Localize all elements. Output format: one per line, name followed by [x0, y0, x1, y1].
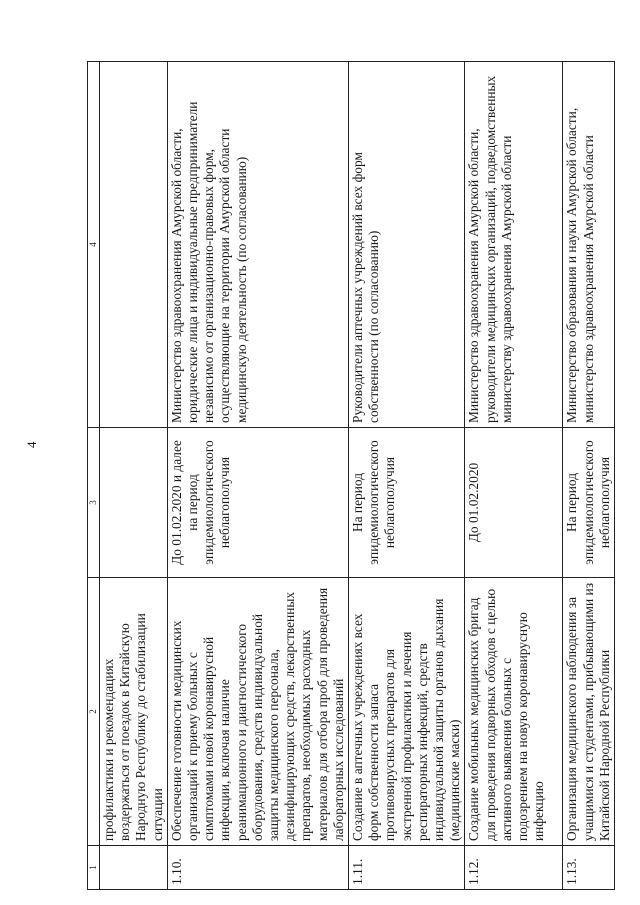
page-number: 4	[24, 441, 39, 448]
responsible-cell: Руководители аптечных учреждений всех форм собственности (по согласованию)	[349, 62, 465, 428]
measure-cell: Организация медицинского наблюдения за учащимися и студентами, прибывающими из Китайской Народной Республики	[563, 578, 615, 846]
row-number: 1.10.	[167, 846, 348, 890]
term-cell: На период эпидемиологического неблагополучия	[349, 428, 465, 578]
term-cell	[100, 428, 168, 578]
term-cell: На период эпидемиологического неблагополучия	[563, 428, 615, 578]
responsible-cell	[100, 62, 168, 428]
responsible-cell: Министерство здравоохранения Амурской области, руководители медицинских организаций, подведомственных министерству здравоохранения Амурской области	[465, 62, 563, 428]
table-row	[100, 62, 168, 890]
table-row	[465, 62, 563, 890]
table-row	[167, 62, 348, 890]
row-number	[100, 846, 168, 890]
header-cell: 2	[88, 578, 100, 846]
row-number: 1.13.	[563, 846, 615, 890]
responsible-cell: Министерство здравоохранения Амурской области, юридические лица и индивидуальные предприниматели независимо от организационно-правовых форм, осуществляющие на территории Амурской области медицинскую деятельность (по согласованию)	[167, 62, 348, 428]
responsible-cell: Министерство образования и науки Амурской области, министерство здравоохранения Амурской области	[563, 62, 615, 428]
table-header-row	[88, 62, 100, 890]
header-cell: 1	[88, 846, 100, 890]
measures-table	[87, 61, 615, 890]
table-row	[349, 62, 465, 890]
term-cell: До 01.02.2020	[465, 428, 563, 578]
measure-cell: Обеспечение готовности медицинских организаций к приему больных с симптомами новой коронавирусной инфекции, включая наличие реанимационного и диагностического оборудования, средств индивидуальной защиты медицинского персонала, дезинфицирующих средств, лекарственных препаратов, необходимых расходных материалов для отбора проб для проведения лабораторных исследований	[167, 578, 348, 846]
row-number: 1.12.	[465, 846, 563, 890]
row-number: 1.11.	[349, 846, 465, 890]
header-cell: 4	[88, 62, 100, 428]
measure-cell: Создание в аптечных учреждениях всех форм собственности запаса противовирусных препаратов для экстренной профилактики и лечения респираторных инфекций, средств индивидуальной защиты органов дыхания (медицинские маски)	[349, 578, 465, 846]
header-cell: 3	[88, 428, 100, 578]
measure-cell: Создание мобильных медицинских бригад для проведения подворных обходов с целью активного выявления больных с подозрением на новую коронавирусную инфекцию	[465, 578, 563, 846]
measures-table-rotated	[87, 62, 610, 890]
table-row	[563, 62, 615, 890]
measure-cell: профилактики и рекомендациях воздержаться от поездок в Китайскую Народную Республику до стабилизации ситуации	[100, 578, 168, 846]
term-cell: До 01.02.2020 и далее на период эпидемиологического неблагополучия	[167, 428, 348, 578]
